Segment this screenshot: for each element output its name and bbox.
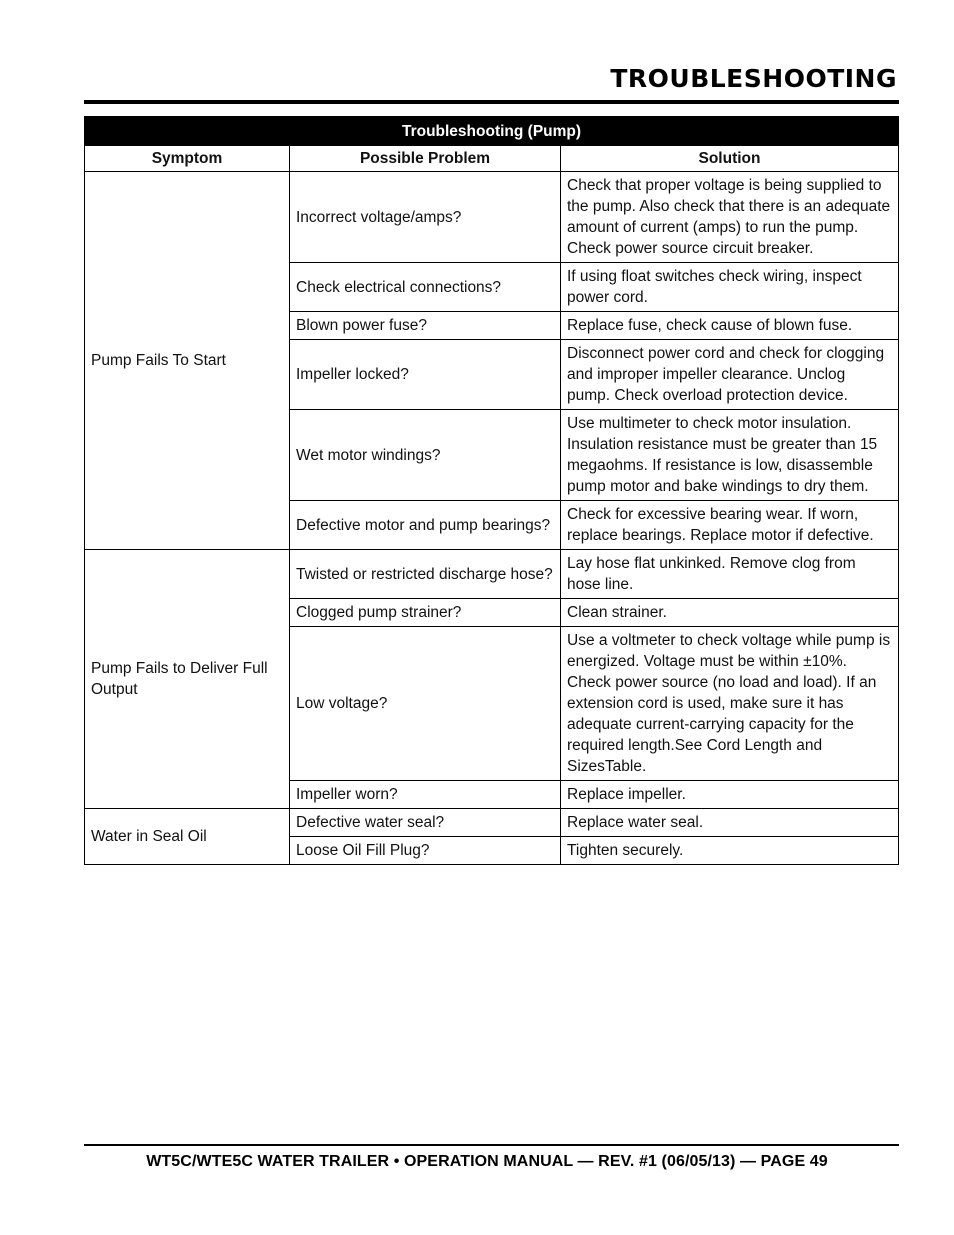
- solution-cell: Replace water seal.: [561, 809, 899, 837]
- table-title: Troubleshooting (Pump): [85, 117, 899, 146]
- problem-cell: Twisted or restricted discharge hose?: [290, 550, 561, 599]
- solution-cell: Use multimeter to check motor insulation. Insulation resistance must be greater than 15 megaohms. If resistance is low, disassemble pump motor and bake windings to dry them.: [561, 410, 899, 501]
- problem-cell: Loose Oil Fill Plug?: [290, 837, 561, 865]
- problem-cell: Check electrical connections?: [290, 263, 561, 312]
- solution-cell: Replace fuse, check cause of blown fuse.: [561, 312, 899, 340]
- solution-cell: Lay hose flat unkinked. Remove clog from hose line.: [561, 550, 899, 599]
- problem-cell: Blown power fuse?: [290, 312, 561, 340]
- problem-cell: Incorrect voltage/amps?: [290, 172, 561, 263]
- solution-cell: Check for excessive bearing wear. If worn, replace bearings. Replace motor if defective.: [561, 501, 899, 550]
- problem-cell: Low voltage?: [290, 627, 561, 781]
- solution-cell: Disconnect power cord and check for clogging and improper impeller clearance. Unclog pump. Check overload protection device.: [561, 340, 899, 410]
- solution-cell: If using float switches check wiring, inspect power cord.: [561, 263, 899, 312]
- table-row: [85, 809, 899, 837]
- problem-cell: Impeller locked?: [290, 340, 561, 410]
- symptom-cell: Pump Fails To Start: [85, 172, 290, 550]
- solution-cell: Use a voltmeter to check voltage while pump is energized. Voltage must be within ±10%. Check power source (no load and load). If an extension cord is used, make sure it has adequate current-carrying capacity for the required length.See Cord Length and SizesTable.: [561, 627, 899, 781]
- problem-cell: Defective motor and pump bearings?: [290, 501, 561, 550]
- page-footer: WT5C/WTE5C WATER TRAILER • OPERATION MANUAL — REV. #1 (06/05/13) — PAGE 49: [146, 1153, 828, 1170]
- symptom-cell: Water in Seal Oil: [85, 809, 290, 865]
- column-header-solution: Solution: [561, 146, 899, 172]
- footer-rule: [84, 1144, 899, 1146]
- solution-cell: Replace impeller.: [561, 781, 899, 809]
- table-row: [85, 172, 899, 263]
- column-header-possible-problem: Possible Problem: [290, 146, 561, 172]
- solution-cell: Tighten securely.: [561, 837, 899, 865]
- column-header-symptom: Symptom: [85, 146, 290, 172]
- problem-cell: Defective water seal?: [290, 809, 561, 837]
- problem-cell: Impeller worn?: [290, 781, 561, 809]
- problem-cell: Wet motor windings?: [290, 410, 561, 501]
- symptom-cell: Pump Fails to Deliver Full Output: [85, 550, 290, 809]
- solution-cell: Check that proper voltage is being supplied to the pump. Also check that there is an adequate amount of current (amps) to run the pump. Check power source circuit breaker.: [561, 172, 899, 263]
- troubleshooting-table: [84, 116, 899, 865]
- problem-cell: Clogged pump strainer?: [290, 599, 561, 627]
- header-rule: [84, 100, 899, 104]
- table-row: [85, 550, 899, 599]
- page-title: TROUBLESHOOTING: [610, 64, 897, 93]
- solution-cell: Clean strainer.: [561, 599, 899, 627]
